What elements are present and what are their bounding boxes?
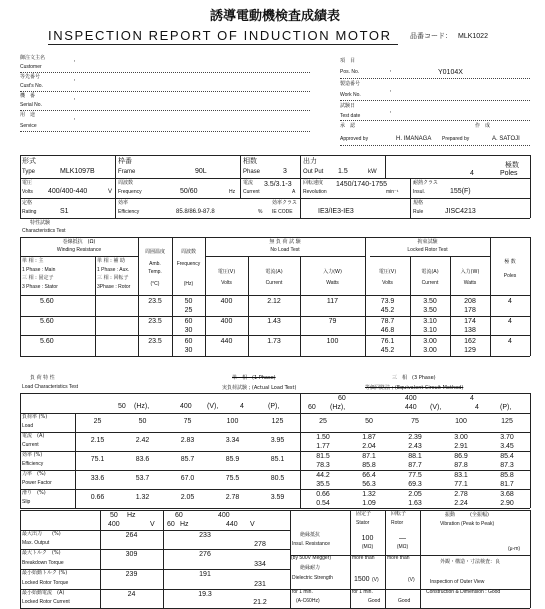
load-cell: 2.78	[225, 494, 240, 501]
load-cell: 44.2	[316, 472, 330, 479]
freq-header-jp: 周波数	[180, 249, 196, 255]
load-label: Load	[22, 423, 34, 429]
output-label: Out Put	[303, 169, 324, 175]
load-cell: 83.6	[135, 456, 150, 463]
three-stator: 3 Phase : Stator	[22, 284, 58, 290]
vibration-unit: (μ-m)	[508, 546, 521, 552]
product-code: MLK1022	[458, 33, 488, 40]
rpm-unit: min⁻¹	[386, 189, 399, 195]
freq-header: Frequency	[176, 261, 201, 267]
noload-header-jp: 無 負 荷 試 験	[269, 239, 301, 245]
ins-label: Insul.	[413, 189, 425, 195]
type-label-jp: 形式	[22, 157, 36, 165]
load-cell: 78.3	[316, 462, 330, 469]
load-right-hz: 60	[308, 404, 316, 411]
equiv-circuit-label: 等価回路法 ; (Equivalent Circuit Method)	[365, 385, 464, 391]
load-cell: 86.9	[454, 453, 468, 460]
load-cell: 85.8	[362, 462, 376, 469]
load-cell: 87.7	[408, 462, 422, 469]
slip-label: Slip	[22, 499, 31, 505]
load-cell: 2.15	[90, 437, 105, 444]
amb-header-jp: 周囲温度	[144, 249, 165, 255]
load-cell: 75	[183, 418, 192, 425]
load-cell: 85.4	[500, 453, 514, 460]
wind-header-jp: 巻線抵抗 (Ω)	[62, 239, 96, 245]
load-title-jp: 負 荷 特 性	[30, 375, 55, 381]
rule-value: JISC4213	[445, 208, 476, 215]
nl-inp-header: Watts	[326, 280, 339, 286]
vibration-label-jp: 振動 (全振幅)	[445, 512, 489, 518]
phase-label: Phase	[243, 169, 261, 175]
ins-res-stator: 100	[361, 535, 374, 542]
dielectric-value: 1500	[354, 576, 370, 583]
product-code-label: 品番コード：	[410, 32, 452, 40]
single-main: 1 Phase : Main	[22, 267, 56, 273]
single-phase-label: 単 相 (1 Phase)	[232, 375, 276, 381]
rule-label: Rule	[413, 209, 424, 215]
volt-label-jp: 電圧	[22, 180, 33, 186]
outer-view-label: Inspection of Outer View	[430, 579, 485, 585]
load-cell: 77.5	[408, 472, 422, 479]
frame-label: Frame	[118, 169, 136, 175]
nl-curr-header: Current	[265, 280, 283, 286]
load-cell: 85.7	[180, 456, 195, 463]
poles-header-jp: 極 数	[504, 259, 516, 265]
three-stator-jp: 三 相 : 固定子	[22, 275, 54, 281]
single-aux-jp: 単 相 : 補 助	[97, 258, 126, 264]
load-right-p: 4	[475, 404, 479, 411]
noload-header: No Load Test	[270, 247, 300, 253]
stator-label-jp: 固定子	[356, 511, 372, 517]
lr-volt-header: Volts	[382, 280, 393, 286]
rpm-value: 1450/1740-1755	[336, 181, 387, 188]
volt-value: 400/400-440	[48, 188, 88, 195]
ins-value: 155(F)	[450, 188, 471, 195]
service-label-jp: 用 途	[20, 112, 36, 118]
poles-header: Poles	[503, 273, 517, 279]
wind-header: Winding Resistance	[56, 247, 102, 253]
pos-no-label: Pos. No.	[340, 69, 360, 75]
megger-label: (by 500V Megger)	[291, 555, 332, 561]
pf-label: Power Factor	[22, 480, 52, 486]
rule-label-jp: 規格	[413, 200, 424, 206]
load-cell: 75	[411, 418, 419, 425]
vibration-label: Vibration (Peak to Peak)	[440, 521, 495, 527]
load-cell: 81.5	[316, 453, 330, 460]
load-title: Load Characteristics Test	[22, 384, 79, 390]
cust-no-label: Cust's No.	[20, 83, 43, 89]
char-title-jp: 特性試験	[30, 220, 51, 226]
poles-label-jp: 極数	[505, 161, 519, 169]
rpm-label: Revolution	[303, 189, 327, 195]
nl-inp-header-jp: 入力(W)	[323, 269, 342, 275]
eff-label-jp: 効率	[118, 200, 129, 206]
amb-unit: (°C)	[150, 281, 160, 287]
load-cell: 85.9	[225, 456, 240, 463]
output-unit: kW	[368, 169, 377, 175]
outer-view-label-jp: 外観・構造・寸法検査：良	[440, 559, 501, 565]
load-right-v: 440	[405, 404, 417, 411]
slip-label-jp: 滑り (%)	[22, 490, 46, 496]
load-cell: 25	[319, 418, 327, 425]
load-cell: 2.91	[454, 443, 468, 450]
title-underline	[48, 44, 398, 45]
eff-unit: %	[258, 209, 263, 215]
load-cell: 100	[226, 418, 239, 425]
load-cell: 2.04	[362, 443, 376, 450]
rotor-label-jp: 回転子	[391, 511, 407, 517]
load-cell: 69.3	[408, 481, 422, 488]
actual-load-label: 実負荷試験 ; (Actual Load Test)	[222, 385, 297, 391]
eff-value: 85.8/86.9-87.8	[176, 209, 215, 215]
load-cell: 88.1	[408, 453, 422, 460]
work-no-label: Work No.	[340, 92, 361, 98]
output-value: 1.5	[338, 168, 348, 175]
char-title: Characteristics Test	[22, 228, 66, 234]
load-cell: 1.77	[316, 443, 330, 450]
ie-value: IE3/IE3-IE3	[318, 208, 354, 215]
single-main-jp: 単 相 : 主	[22, 258, 44, 264]
curr-unit: A	[292, 189, 296, 195]
dielectric-label-jp: 絶縁耐力	[300, 565, 321, 571]
curr-label: Current	[243, 189, 260, 195]
load-cell: 3.00	[454, 434, 468, 441]
frame-value: 90L	[195, 168, 207, 175]
type-label: Type	[22, 169, 36, 175]
current-label-jp: 電流 (A)	[22, 433, 45, 439]
freq-label: Frequency	[118, 189, 142, 195]
load-cell: 50	[138, 418, 147, 425]
approver-name: H. IMANAGA	[396, 136, 432, 142]
load-cell: 66.4	[362, 472, 376, 479]
freq-value: 50/60	[180, 188, 198, 195]
serial-no-label: Serial No.	[20, 102, 42, 108]
nl-volt-header-jp: 電圧(V)	[217, 269, 236, 275]
load-cell: 3.95	[270, 437, 285, 444]
load-cell: 100	[455, 418, 467, 425]
lr-inp-header: Watts	[463, 280, 477, 286]
pos-no-value: Y0104X	[438, 69, 463, 76]
single-aux: 1 Phase : Aux.	[97, 267, 130, 273]
poles-label: Poles	[500, 170, 518, 177]
curr-label-jp: 電流	[243, 180, 254, 186]
efficiency-label-jp: 効率 (%)	[22, 452, 43, 458]
freq-label-jp: 周波数	[118, 180, 134, 186]
outer-view-result: Construction & Dimension : Good	[426, 589, 501, 595]
three-phase-label: 三 相 (3 Phase)	[392, 375, 436, 381]
customer-label-jp: 御注文主名	[20, 55, 46, 61]
service-label: Service	[20, 123, 37, 129]
load-cell: 1.63	[408, 500, 422, 507]
current-label: Current	[22, 442, 39, 448]
lr-curr-header: Current	[421, 280, 439, 286]
load-cell: 56.3	[362, 481, 376, 488]
stator-label: Stator	[356, 520, 370, 526]
load-cell: 1.87	[362, 434, 376, 441]
work-no-label-jp: 製造番号	[340, 81, 361, 87]
test-date-label-jp: 試験日	[340, 103, 356, 109]
pos-no-label-jp: 項 目	[340, 58, 356, 64]
load-cell: 2.78	[454, 491, 468, 498]
load-cell: 2.24	[454, 500, 468, 507]
load-cell: 3.45	[500, 443, 514, 450]
nl-volt-header: Volts	[221, 280, 232, 286]
ie-label: IE CODE	[272, 209, 293, 215]
lr-curr-header-jp: 電流(A)	[421, 269, 439, 275]
load-cell: 1.09	[362, 500, 376, 507]
load-cell: 67.0	[180, 475, 195, 482]
test-date-label: Test date	[340, 113, 361, 119]
load-cell: 75.5	[225, 475, 240, 482]
ins-label-jp: 耐熱クラス	[413, 180, 438, 186]
load-cell: 1.50	[316, 434, 330, 441]
three-rotor-jp: 三 相 : 回転子	[97, 275, 129, 281]
three-rotor: 3Phase : Rotor	[97, 284, 131, 290]
load-cell: 2.05	[180, 494, 195, 501]
load-left-v: 400	[180, 403, 192, 410]
locked-header-jp: 拘束試験	[417, 239, 438, 245]
frame-label-jp: 枠番	[118, 157, 132, 165]
poles-value: 4	[470, 170, 474, 177]
load-left-p: 4	[240, 403, 244, 410]
locked-header: Locked Rotor Test	[407, 247, 448, 253]
output-label-jp: 出力	[303, 157, 317, 165]
volt-label: Volts	[22, 189, 33, 195]
ie-label-jp: 効率クラス	[272, 200, 297, 206]
load-left-hz: 50	[118, 403, 126, 410]
load-cell: 3.59	[270, 494, 285, 501]
phase-value: 3	[283, 168, 287, 175]
load-cell: 75.1	[90, 456, 105, 463]
approved-by-label: Approved by	[340, 136, 369, 142]
lr-inp-header-jp: 入力(W)	[460, 269, 480, 275]
load-cell: 77.1	[454, 481, 468, 488]
prepared-label-jp: 作 成	[475, 123, 491, 129]
load-cell: 87.8	[454, 462, 468, 469]
lr-volt-header-jp: 電圧(V)	[378, 269, 397, 275]
rating-label: Rating	[22, 209, 37, 215]
load-cell: 2.43	[408, 443, 422, 450]
load-cell: 0.54	[316, 500, 330, 507]
freq-unit: (Hz)	[183, 281, 194, 287]
rotor-label: Rotor	[391, 520, 404, 526]
load-cell: 33.6	[90, 475, 105, 482]
customer-label: Customer	[20, 64, 42, 70]
rating-label-jp: 定格	[22, 200, 33, 206]
load-cell: 85.8	[500, 472, 514, 479]
eff-label: Efficiency	[118, 209, 140, 215]
preparer-name: A. SATOJI	[492, 136, 520, 142]
load-cell: 2.05	[408, 491, 422, 498]
load-cell: 87.1	[362, 453, 376, 460]
load-cell: 3.68	[500, 491, 514, 498]
load-cell: 25	[93, 418, 102, 425]
load-cell: 3.70	[500, 434, 514, 441]
serial-no-label-jp: 機 番	[20, 93, 36, 99]
load-cell: 0.66	[316, 491, 330, 498]
load-cell: 125	[271, 418, 284, 425]
nl-curr-header-jp: 電流(A)	[265, 269, 283, 275]
load-label-jp: 負荷率 (%)	[22, 414, 48, 420]
phase-label-jp: 相数	[243, 157, 257, 165]
prepared-by-label: Prepared by	[442, 136, 470, 142]
amb-header-2: Temp.	[148, 269, 162, 275]
approval-label-jp: 承 認	[340, 123, 356, 129]
load-cell: 85.1	[270, 456, 285, 463]
load-cell: 53.7	[135, 475, 150, 482]
dielectric-label: Dielectric Strength	[292, 575, 333, 581]
load-cell: 2.42	[135, 437, 150, 444]
load-cell: 2.90	[500, 500, 514, 507]
load-cell: 80.5	[270, 475, 285, 482]
load-cell: 1.32	[135, 494, 150, 501]
title-en: INSPECTION REPORT OF INDUCTION MOTOR	[48, 28, 392, 43]
ins-res-label-jp: 絶縁抵抗	[300, 532, 321, 538]
ins-res-label: Insul. Resistance	[292, 541, 331, 547]
load-cell: 3.34	[225, 437, 240, 444]
rating-value: S1	[60, 208, 69, 215]
load-cell: 35.5	[316, 481, 330, 488]
cust-no-label-jp: 等先番号	[20, 74, 41, 80]
load-cell: 81.7	[500, 481, 514, 488]
title-jp: 誘導電動機検査成績表	[209, 9, 340, 24]
amb-header: Amb.	[149, 261, 161, 267]
volt-unit: V	[108, 189, 113, 195]
curr-value: 3.5/3.1-3	[264, 181, 292, 188]
load-cell: 87.3	[500, 462, 514, 469]
load-cell: 83.1	[454, 472, 468, 479]
load-cell: 2.39	[408, 434, 422, 441]
load-cell: 2.83	[180, 437, 195, 444]
rpm-label-jp: 回転速度	[303, 180, 324, 186]
freq-unit: Hz	[229, 189, 236, 195]
pf-label-jp: 力率 (%)	[22, 471, 46, 477]
load-cell: 0.66	[90, 494, 105, 501]
load-cell: 50	[365, 418, 373, 425]
type-value: MLK1097B	[60, 168, 95, 175]
load-cell: 1.32	[362, 491, 376, 498]
ins-res-rotor: ―	[399, 535, 406, 542]
efficiency-label: Efficiency	[22, 461, 44, 467]
load-cell: 125	[501, 418, 513, 425]
